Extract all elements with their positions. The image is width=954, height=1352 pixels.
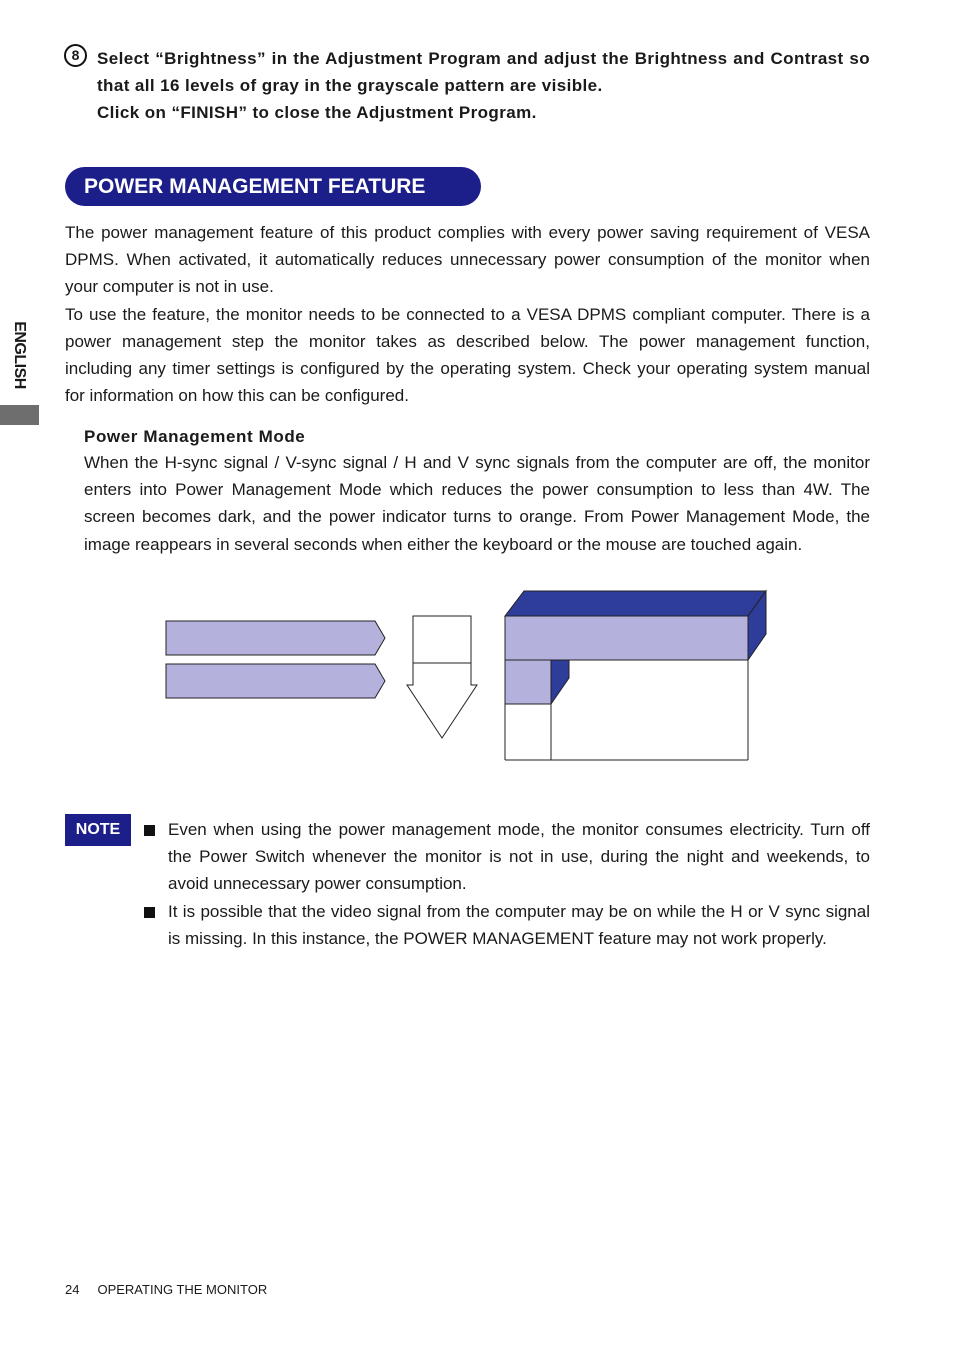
signal-arrow-top bbox=[166, 621, 385, 655]
page-number: 24 bbox=[65, 1282, 80, 1297]
section-title: POWER MANAGEMENT FEATURE bbox=[65, 167, 481, 206]
table-cell-label bbox=[505, 660, 551, 704]
language-tab-label: ENGLISH bbox=[11, 321, 28, 389]
footer-section-label: OPERATING THE MONITOR bbox=[97, 1282, 268, 1297]
note-item bbox=[143, 816, 870, 898]
note-badge: NOTE bbox=[65, 814, 131, 846]
mode-text: When the H-sync signal / V-sync signal / H and V sync signals from the computer are off, the monitor enters into Power Management Mode which reduces the power consumption to less than 4W. The screen becomes dark, and the power indicator turns to orange. From Power Management Mode, the image reappears in several seconds when either the keyboard or the mouse are touched again. bbox=[84, 453, 870, 554]
note-item-text: It is possible that the video signal from the computer may be on while the H or V sync signal is missing. In this instance, the POWER MANAGEMENT feature may not work properly. bbox=[168, 901, 870, 948]
square-bullet-icon bbox=[144, 907, 155, 918]
down-arrow-head bbox=[407, 663, 477, 738]
note-item bbox=[143, 898, 870, 952]
square-bullet-icon bbox=[144, 825, 155, 836]
intro-paragraph-2: To use the feature, the monitor needs to be connected to a VESA DPMS compliant computer. There is a power management step the monitor takes as described below. The power management function, including any timer settings is configured by the operating system. Check your operating system manual for information on how this can be configured. bbox=[65, 304, 870, 406]
step-line-1: Select “Brightness” in the Adjustment Program and adjust the Brightness and Contrast so that all 16 levels of gray in the grayscale pattern are visible. bbox=[97, 49, 870, 95]
table-header-front bbox=[505, 616, 748, 660]
down-arrow-shaft bbox=[413, 616, 471, 663]
mode-title: Power Management Mode bbox=[84, 427, 306, 446]
step-line-2: Click on “FINISH” to close the Adjustment Program. bbox=[97, 103, 537, 122]
step-number-badge: 8 bbox=[64, 44, 87, 67]
intro-paragraph-1: The power management feature of this product complies with every power saving requirement of VESA DPMS. When activated, it automatically reduces unnecessary power consumption of the monitor when your computer is not in use. bbox=[65, 223, 870, 297]
note-item-text: Even when using the power management mode, the monitor consumes electricity. Turn off the Power Switch whenever the monitor is not in use, during the night and weekends, to avoid unnecessary power consumption. bbox=[168, 820, 870, 894]
page-footer bbox=[65, 1282, 285, 1297]
signal-arrow-bottom bbox=[166, 664, 385, 698]
note-list bbox=[143, 816, 870, 952]
table-header-top-face bbox=[505, 591, 766, 616]
table-cell-label-side bbox=[551, 660, 569, 704]
